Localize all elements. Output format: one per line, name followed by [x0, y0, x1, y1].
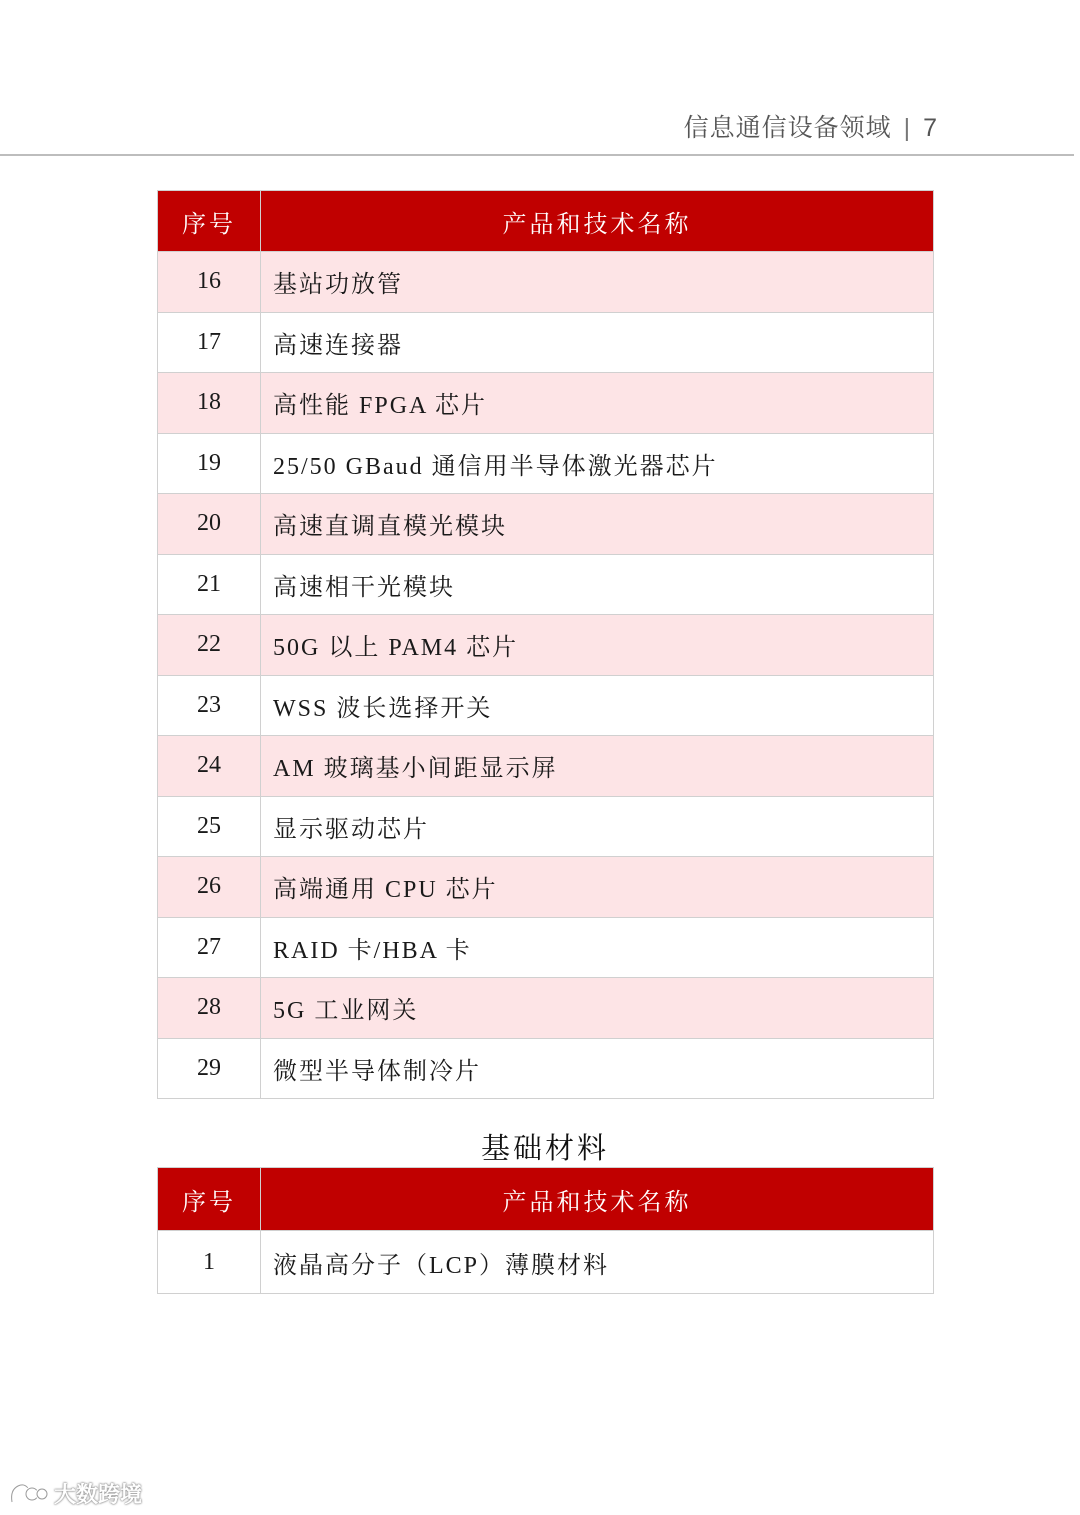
table-row	[158, 1038, 934, 1099]
product-name: 高速相干光模块	[261, 554, 934, 615]
product-table-1	[157, 190, 934, 1099]
product-name: 5G 工业网关	[261, 978, 934, 1039]
table-row	[158, 433, 934, 494]
row-number: 23	[158, 675, 261, 736]
row-number: 16	[158, 252, 261, 313]
row-number: 27	[158, 917, 261, 978]
header-title: 信息通信设备领域	[683, 114, 892, 142]
product-name: 高速直调直模光模块	[261, 494, 934, 555]
watermark-text: 大数跨境	[54, 1482, 143, 1507]
table-row	[158, 1231, 934, 1294]
header-divider	[0, 154, 1074, 156]
row-number: 17	[158, 312, 261, 373]
row-number: 1	[158, 1231, 261, 1294]
table-row	[158, 978, 934, 1039]
product-name: 基站功放管	[261, 252, 934, 313]
row-number: 18	[158, 373, 261, 434]
table-row	[158, 494, 934, 555]
table-row	[158, 917, 934, 978]
row-number: 20	[158, 494, 261, 555]
table-row	[158, 736, 934, 797]
page-header	[684, 108, 938, 144]
product-name: 高速连接器	[261, 312, 934, 373]
row-number: 25	[158, 796, 261, 857]
section-title: 基础材料	[480, 1133, 609, 1165]
row-number: 21	[158, 554, 261, 615]
row-number: 19	[158, 433, 261, 494]
table-row	[158, 312, 934, 373]
page-number: 7	[923, 114, 938, 142]
product-name: 25/50 GBaud 通信用半导体激光器芯片	[261, 433, 934, 494]
product-table-2	[157, 1167, 934, 1294]
row-number: 22	[158, 615, 261, 676]
product-name: 50G 以上 PAM4 芯片	[261, 615, 934, 676]
table-row	[158, 675, 934, 736]
product-name: 微型半导体制冷片	[261, 1038, 934, 1099]
product-name: 高性能 FPGA 芯片	[261, 373, 934, 434]
row-number: 28	[158, 978, 261, 1039]
column-header-number: 序号	[158, 191, 261, 252]
table-header-row	[158, 191, 934, 252]
row-number: 29	[158, 1038, 261, 1099]
product-name: WSS 波长选择开关	[261, 675, 934, 736]
product-name: RAID 卡/HBA 卡	[261, 917, 934, 978]
table-row	[158, 554, 934, 615]
table-row	[158, 615, 934, 676]
table-header-row	[158, 1168, 934, 1231]
watermark-logo-icon	[8, 1480, 48, 1508]
product-name: AM 玻璃基小间距显示屏	[261, 736, 934, 797]
column-header-number: 序号	[158, 1168, 261, 1231]
table-row	[158, 857, 934, 918]
product-name: 液晶高分子（LCP）薄膜材料	[261, 1231, 934, 1294]
column-header-name: 产品和技术名称	[261, 191, 934, 252]
product-name: 显示驱动芯片	[261, 796, 934, 857]
product-name: 高端通用 CPU 芯片	[261, 857, 934, 918]
header-separator: |	[903, 114, 912, 142]
table-row	[158, 796, 934, 857]
watermark	[8, 1478, 142, 1509]
table-row	[158, 373, 934, 434]
row-number: 24	[158, 736, 261, 797]
column-header-name: 产品和技术名称	[261, 1168, 934, 1231]
row-number: 26	[158, 857, 261, 918]
table-row	[158, 252, 934, 313]
